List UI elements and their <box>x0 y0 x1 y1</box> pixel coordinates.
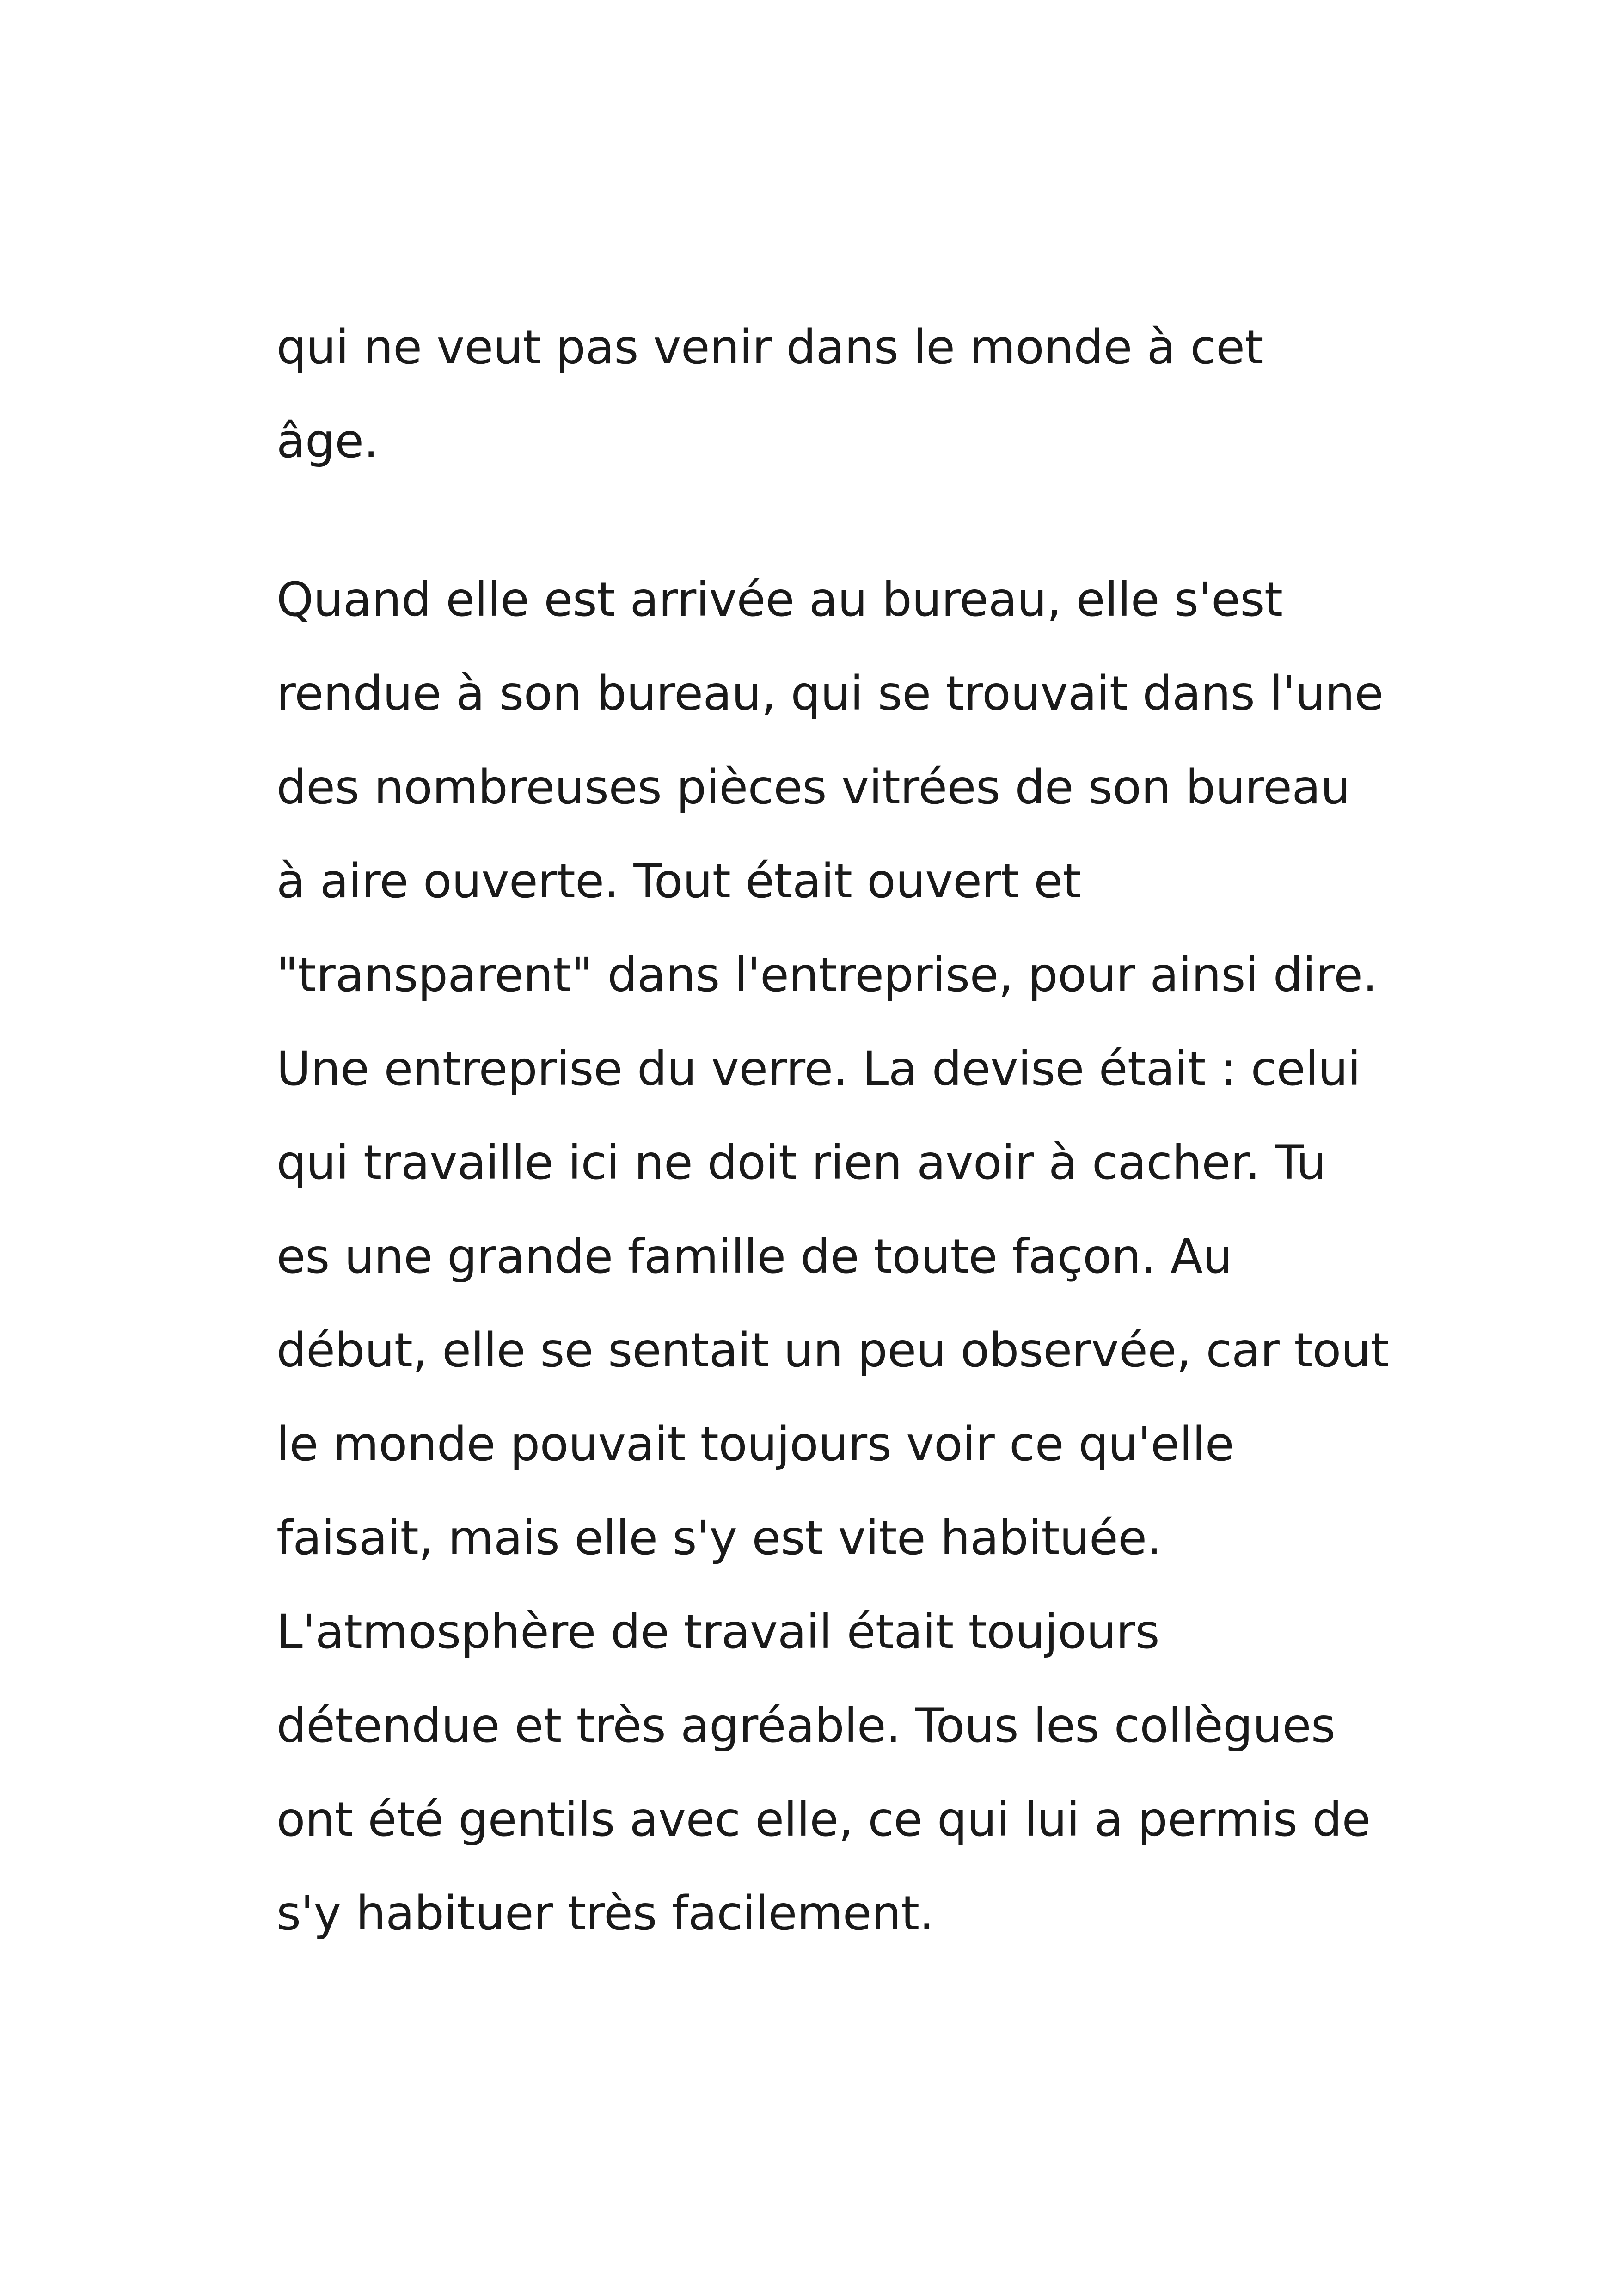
text-line: es une grande famille de toute façon. Au <box>276 1229 1232 1284</box>
text-line: rendue à son bureau, qui se trouvait dans l'une <box>276 666 1384 721</box>
text-line: détendue et très agréable. Tous les collègues <box>276 1698 1336 1753</box>
text-line: L'atmosphère de travail était toujours <box>276 1604 1160 1659</box>
text-line: faisait, mais elle s'y est vite habituée. <box>276 1511 1162 1566</box>
text-line: des nombreuses pièces vitrées de son bureau <box>276 760 1350 815</box>
paragraph-1 <box>276 300 1363 488</box>
text-line: âge. <box>276 414 379 469</box>
text-line: "transparent" dans l'entreprise, pour ainsi dire. <box>276 948 1378 1003</box>
text-line: ont été gentils avec elle, ce qui lui a permis de <box>276 1792 1371 1847</box>
text-line: s'y habituer très facilement. <box>276 1886 934 1941</box>
text-line: qui travaille ici ne doit rien avoir à cacher. Tu <box>276 1135 1326 1190</box>
text-line: Quand elle est arrivée au bureau, elle s'est <box>276 572 1283 627</box>
text-line: début, elle se sentait un peu observée, car tout <box>276 1323 1389 1378</box>
paragraph-2 <box>276 553 1389 1960</box>
text-line: le monde pouvait toujours voir ce qu'elle <box>276 1417 1234 1472</box>
text-line: Une entreprise du verre. La devise était : celui <box>276 1041 1361 1096</box>
text-line: qui ne veut pas venir dans le monde à cet <box>276 320 1263 375</box>
text-line: à aire ouverte. Tout était ouvert et <box>276 854 1081 909</box>
